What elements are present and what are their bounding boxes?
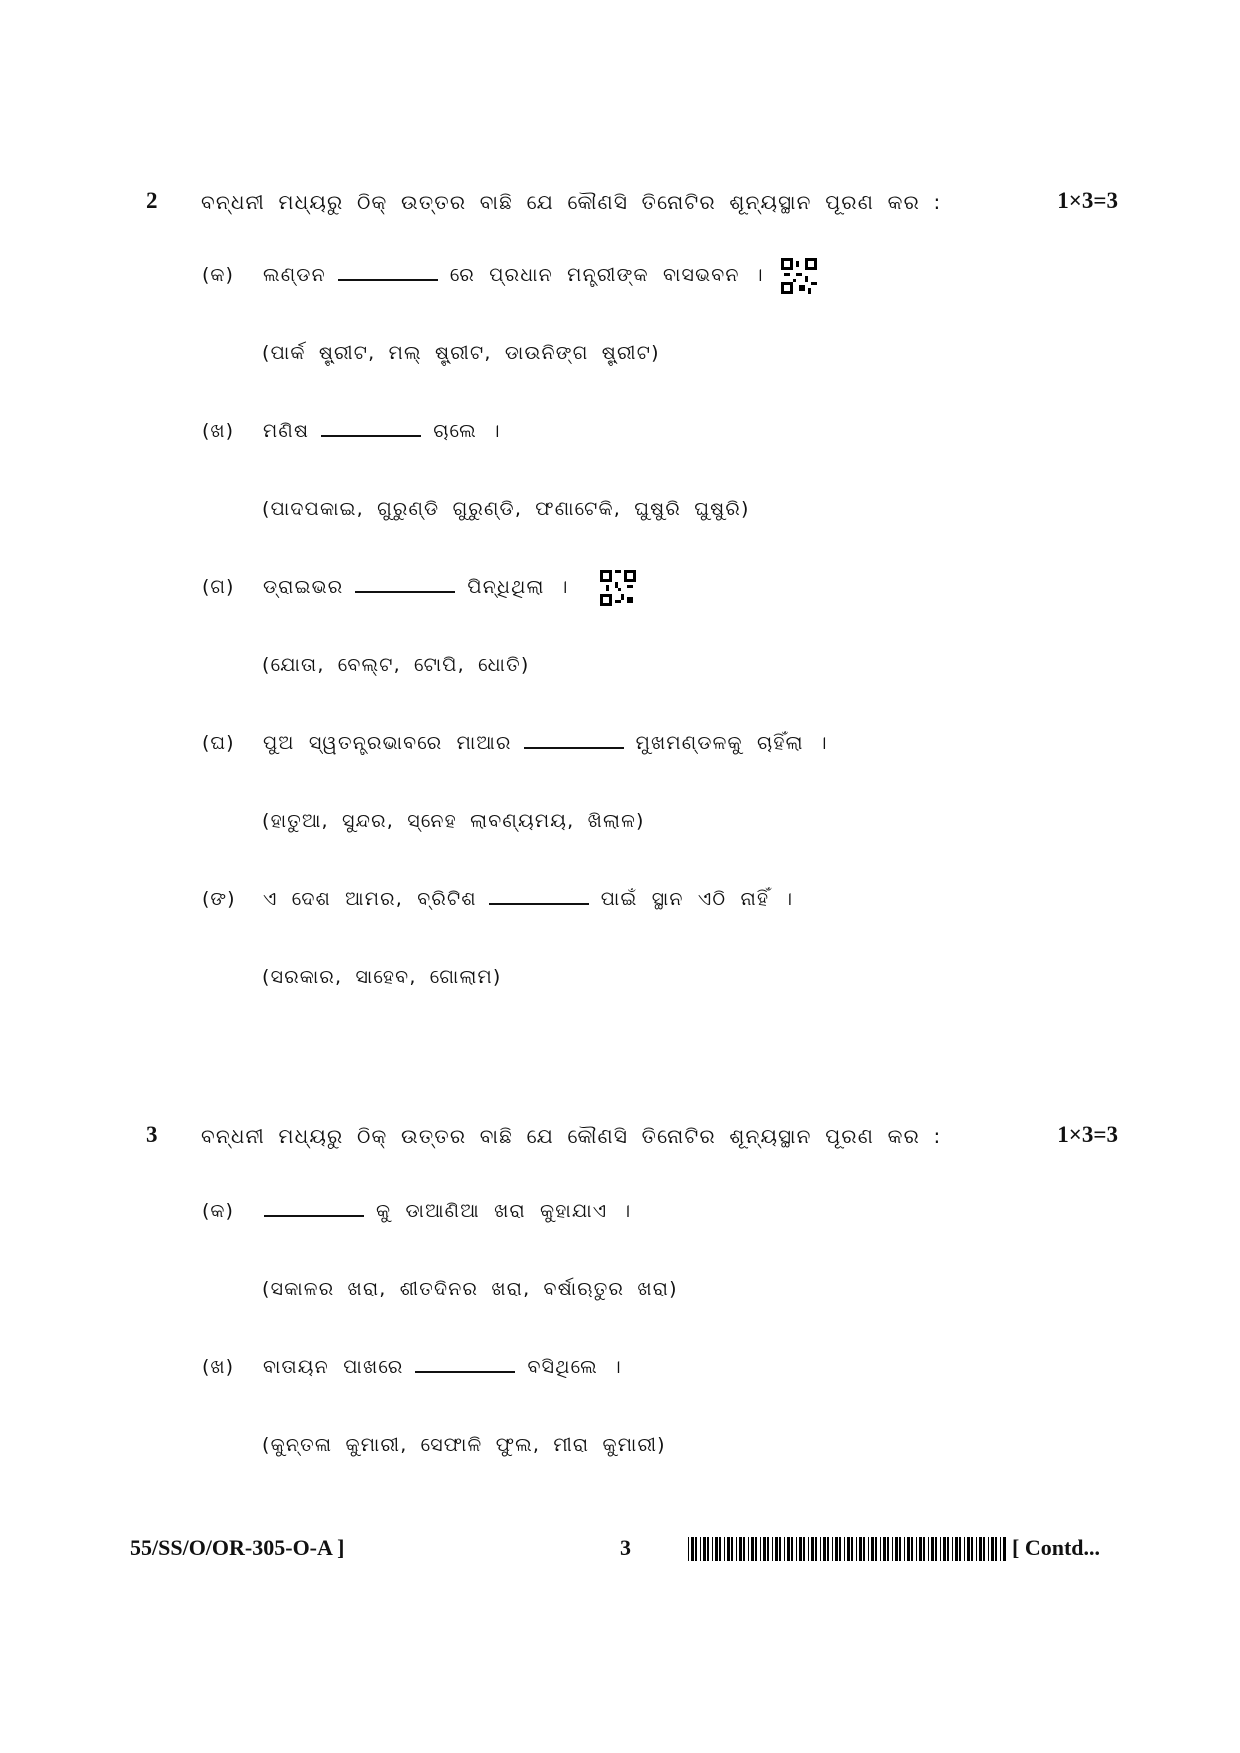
item-options: (କୁନ୍ତଳା କୁମାରୀ, ସେଫାଳି ଫୁଲ, ମୀରା କୁମାରୀ) <box>262 1434 666 1456</box>
question-instruction: ବନ୍ଧନୀ ମଧ୍ୟରୁ ଠିକ୍ ଉତ୍ତର ବାଛି ଯେ କୌଣସି ତିନୋଟିର ଶୂନ୍ୟସ୍ଥାନ ପୂରଣ କର : <box>201 190 942 214</box>
q3-options-kha <box>0 1434 1240 1474</box>
q2-item-gha <box>0 732 1240 772</box>
q2-options-gha <box>0 810 1240 850</box>
item-sentence: ମଣିଷ ଚାଲେ । <box>263 420 501 442</box>
blank-line <box>415 1357 515 1373</box>
item-options: (ପାର୍କ ଷ୍ଟ୍ରୀଟ, ମଲ୍ ଷ୍ଟ୍ରୀଟ, ଡାଉନିଙ୍ଗ ଷ୍ଟ୍ରୀଟ) <box>262 342 660 364</box>
q3-options-ka <box>0 1278 1240 1318</box>
blank-line <box>355 577 455 593</box>
item-options: (ପାଦପକାଇ, ଗୁରୁଣ୍ଡି ଗୁରୁଣ୍ଡି, ଫଣାଟେକି, ଘୁଷୁରି ଘୁଷୁରି) <box>262 498 750 520</box>
q2-item-ka <box>0 264 1240 304</box>
item-options: (ସରକାର, ସାହେବ, ଗୋଲାମ) <box>262 966 502 988</box>
item-options: (ହାତୁଆ, ସୁନ୍ଦର, ସ୍ନେହ ଲାବଣ୍ୟମୟ, ଖିଲାଳ) <box>262 810 645 832</box>
item-sentence: ଲଣ୍ଡନ ରେ ପ୍ରଧାନ ମନ୍ତ୍ରୀଙ୍କ ବାସଭବନ । <box>263 264 764 286</box>
item-label: (ଖ) <box>202 420 235 442</box>
item-sentence: ଏ ଦେଶ ଆମର, ବ୍ରିଟିଶ ପାଇଁ ସ୍ଥାନ ଏଠି ନାହିଁ । <box>263 888 794 910</box>
item-label: (ଘ) <box>202 732 235 754</box>
blank-line <box>524 733 624 749</box>
q2-item-nga <box>0 888 1240 928</box>
item-sentence: ଡ୍ରାଇଭର ପିନ୍ଧିଥିଲା । <box>263 576 569 598</box>
page-footer <box>0 1535 1240 1565</box>
blank-line <box>264 1201 364 1217</box>
continued-label: [ Contd... <box>1012 1535 1101 1560</box>
question-marks: 1×3=3 <box>1057 1122 1118 1147</box>
item-options: (ଯୋତା, ବେଲ୍ଟ, ଟୋପି, ଧୋତି) <box>262 654 530 676</box>
item-sentence: କୁ ଡାଆଣିଆ ଖରା କୁହାଯାଏ । <box>252 1200 631 1222</box>
question-number: 3 <box>146 1122 158 1147</box>
item-label: (କ) <box>202 1200 234 1222</box>
paper-code: 55/SS/O/OR-305-O-A ] <box>130 1535 345 1560</box>
blank-line <box>321 421 421 437</box>
q2-options-ga <box>0 654 1240 694</box>
item-options: (ସକାଳର ଖରା, ଶୀତଦିନର ଖରା, ବର୍ଷାଋତୁର ଖରା) <box>262 1278 678 1300</box>
q2-options-nga <box>0 966 1240 1006</box>
q2-options-kha <box>0 498 1240 538</box>
question-marks: 1×3=3 <box>1057 188 1118 213</box>
item-label: (ଗ) <box>202 576 235 598</box>
qr-code-icon <box>600 570 636 606</box>
item-label: (ଙ) <box>202 888 236 910</box>
blank-line <box>489 889 589 905</box>
question-instruction: ବନ୍ଧନୀ ମଧ୍ୟରୁ ଠିକ୍ ଉତ୍ତର ବାଛି ଯେ କୌଣସି ତିନୋଟିର ଶୂନ୍ୟସ୍ଥାନ ପୂରଣ କର : <box>201 1124 942 1148</box>
q2-item-ga <box>0 576 1240 616</box>
q3-item-kha <box>0 1356 1240 1396</box>
blank-line <box>338 265 438 281</box>
q3-item-ka <box>0 1200 1240 1240</box>
item-label: (ଖ) <box>202 1356 235 1378</box>
item-sentence: ବାତାୟନ ପାଖରେ ବସିଥିଲେ । <box>263 1356 622 1378</box>
qr-code-icon <box>781 258 817 294</box>
item-label: (କ) <box>202 264 234 286</box>
page-number: 3 <box>620 1535 631 1560</box>
barcode-icon <box>688 1537 1006 1561</box>
item-sentence: ପୁଅ ସ୍ୱତନ୍ତ୍ରଭାବରେ ମାଆର ମୁଖମଣ୍ଡଳକୁ ଚାହିଁଲା । <box>263 732 828 754</box>
q2-item-kha <box>0 420 1240 460</box>
q2-options-ka <box>0 342 1240 382</box>
question-number: 2 <box>146 188 158 213</box>
